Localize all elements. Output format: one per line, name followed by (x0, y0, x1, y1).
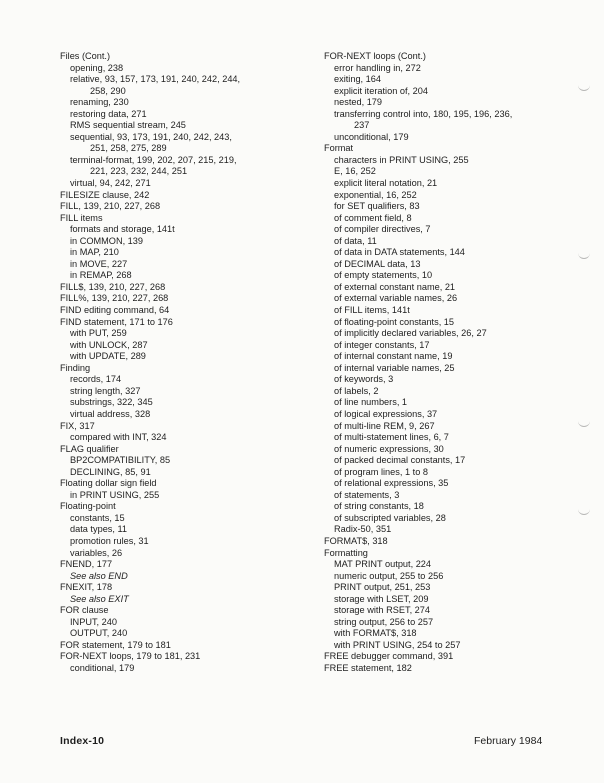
index-entry: FIND editing command, 64 (60, 305, 170, 316)
index-subentry: 221, 223, 232, 244, 251 (90, 166, 188, 177)
index-subentry: of relational expressions, 35 (334, 478, 449, 489)
index-subentry: substrings, 322, 345 (70, 397, 153, 408)
index-entry: FIND statement, 171 to 176 (60, 316, 173, 327)
index-subentry: exponential, 16, 252 (334, 189, 417, 200)
index-subentry: explicit iteration of, 204 (334, 85, 428, 96)
index-subentry: of multi-line REM, 9, 267 (334, 420, 435, 431)
index-subentry: constants, 15 (70, 512, 125, 523)
index-subentry: of packed decimal constants, 17 (334, 455, 466, 466)
index-subentry: Radix-50, 351 (334, 524, 392, 535)
index-entry: FLAG qualifier (60, 443, 119, 454)
index-subentry: E, 16, 252 (334, 166, 376, 177)
index-subentry: of external constant name, 21 (334, 281, 456, 292)
index-entry: Format (324, 143, 354, 154)
index-entry: FILL$, 139, 210, 227, 268 (60, 281, 166, 292)
index-subentry: unconditional, 179 (334, 131, 409, 142)
index-entry: FNEND, 177 (60, 559, 113, 570)
index-entry: Formatting (324, 547, 368, 558)
index-entry: Floating-point (60, 501, 116, 512)
scan-mark (578, 508, 590, 515)
index-subentry: of internal constant name, 19 (334, 351, 453, 362)
index-subentry: explicit literal notation, 21 (334, 178, 438, 189)
index-subentry: in PRINT USING, 255 (70, 489, 160, 500)
index-subentry: promotion rules, 31 (70, 535, 149, 546)
index-subentry: restoring data, 271 (70, 108, 147, 119)
index-subentry: in MAP, 210 (70, 247, 119, 258)
index-entry: FORMAT$, 318 (324, 535, 388, 546)
index-subentry: PRINT output, 251, 253 (334, 582, 431, 593)
index-subentry: error handling in, 272 (334, 62, 421, 73)
index-subentry: storage with LSET, 209 (334, 593, 429, 604)
index-entry: Floating dollar sign field (60, 478, 157, 489)
index-entry: FNEXIT, 178 (60, 582, 113, 593)
index-subentry: in REMAP, 268 (70, 270, 132, 281)
index-subentry: with UPDATE, 289 (70, 351, 146, 362)
index-subentry: with PUT, 259 (70, 328, 127, 339)
index-subentry: of multi-statement lines, 6, 7 (334, 432, 449, 443)
index-subentry: DECLINING, 85, 91 (70, 466, 151, 477)
index-subentry: with FORMAT$, 318 (334, 628, 417, 639)
index-entry: Finding (60, 362, 91, 373)
index-subentry: conditional, 179 (70, 662, 135, 673)
index-subentry: of string constants, 18 (334, 501, 424, 512)
index-subentry: string output, 256 to 257 (334, 616, 434, 627)
index-subentry: compared with INT, 324 (70, 432, 167, 443)
index-column-right (324, 51, 564, 675)
index-subentry: MAT PRINT output, 224 (334, 559, 432, 570)
index-subentry: virtual address, 328 (70, 408, 151, 419)
index-subentry: of keywords, 3 (334, 374, 394, 385)
publication-date: February 1984 (474, 735, 543, 747)
index-subentry: of floating-point constants, 15 (334, 316, 455, 327)
index-subentry: 258, 290 (90, 85, 126, 96)
index-subentry: with PRINT USING, 254 to 257 (334, 639, 461, 650)
index-subentry: string length, 327 (70, 385, 141, 396)
index-entry: FOR-NEXT loops (Cont.) (324, 51, 426, 61)
index-subentry: data types, 11 (70, 524, 128, 535)
index-subentry: RMS sequential stream, 245 (70, 120, 186, 131)
index-subentry: variables, 26 (70, 547, 123, 558)
index-subentry: terminal-format, 199, 202, 207, 215, 219, (70, 154, 237, 165)
index-subentry: of program lines, 1 to 8 (334, 466, 428, 477)
index-subentry: formats and storage, 141t (70, 224, 175, 235)
index-subentry: for SET qualifiers, 83 (334, 201, 420, 212)
index-subentry: 251, 258, 275, 289 (90, 143, 167, 154)
scan-mark (578, 84, 590, 91)
index-subentry: 237 (354, 120, 370, 131)
index-subentry: virtual, 94, 242, 271 (70, 178, 151, 189)
scan-mark (578, 252, 590, 259)
index-subentry: of integer constants, 17 (334, 339, 430, 350)
index-subentry: of compiler directives, 7 (334, 224, 431, 235)
index-subentry: characters in PRINT USING, 255 (334, 154, 469, 165)
index-entry: FILL, 139, 210, 227, 268 (60, 201, 161, 212)
index-entry: FILL items (60, 212, 103, 223)
index-subentry: See also EXIT (70, 593, 129, 604)
page-number: Index-10 (60, 735, 105, 747)
index-subentry: in COMMON, 139 (70, 235, 144, 246)
index-subentry: of labels, 2 (334, 385, 379, 396)
index-entry: FOR statement, 179 to 181 (60, 639, 171, 650)
index-column-left (60, 51, 300, 675)
index-subentry: of internal variable names, 25 (334, 362, 455, 373)
index-entry: Files (Cont.) (60, 51, 111, 61)
index-subentry: of external variable names, 26 (334, 293, 458, 304)
index-subentry: of DECIMAL data, 13 (334, 258, 421, 269)
index-subentry: of numeric expressions, 30 (334, 443, 444, 454)
index-entry: FILL%, 139, 210, 227, 268 (60, 293, 169, 304)
index-entry: FIX, 317 (60, 420, 95, 431)
index-subentry: BP2COMPATIBILITY, 85 (70, 455, 171, 466)
index-subentry: of FILL items, 141t (334, 305, 410, 316)
index-subentry: of data, 11 (334, 235, 377, 246)
index-entry: FOR-NEXT loops, 179 to 181, 231 (60, 651, 201, 662)
index-subentry: with UNLOCK, 287 (70, 339, 148, 350)
index-subentry: of comment field, 8 (334, 212, 412, 223)
index-subentry: renaming, 230 (70, 97, 129, 108)
index-subentry: storage with RSET, 274 (334, 605, 431, 616)
index-subentry: of implicitly declared variables, 26, 27 (334, 328, 487, 339)
index-subentry: records, 174 (70, 374, 122, 385)
index-subentry: OUTPUT, 240 (70, 628, 128, 639)
index-subentry: of line numbers, 1 (334, 397, 408, 408)
index-subentry: numeric output, 255 to 256 (334, 570, 444, 581)
scan-mark (578, 420, 590, 427)
index-subentry: INPUT, 240 (70, 616, 117, 627)
index-subentry: of logical expressions, 37 (334, 408, 438, 419)
index-subentry: sequential, 93, 173, 191, 240, 242, 243, (70, 131, 232, 142)
index-subentry: See also END (70, 570, 128, 581)
index-subentry: of data in DATA statements, 144 (334, 247, 465, 258)
index-subentry: of statements, 3 (334, 489, 400, 500)
index-subentry: in MOVE, 227 (70, 258, 128, 269)
index-subentry: opening, 238 (70, 62, 124, 73)
index-entry: FREE statement, 182 (324, 662, 412, 673)
index-entry: FOR clause (60, 605, 109, 616)
index-subentry: relative, 93, 157, 173, 191, 240, 242, 244, (70, 74, 241, 85)
index-subentry: of empty statements, 10 (334, 270, 433, 281)
index-subentry: nested, 179 (334, 97, 383, 108)
index-subentry: of subscripted variables, 28 (334, 512, 446, 523)
index-entry: FREE debugger command, 391 (324, 651, 454, 662)
index-subentry: exiting, 164 (334, 74, 381, 85)
index-entry: FILESIZE clause, 242 (60, 189, 150, 200)
index-subentry: transferring control into, 180, 195, 196, 236, (334, 108, 513, 119)
